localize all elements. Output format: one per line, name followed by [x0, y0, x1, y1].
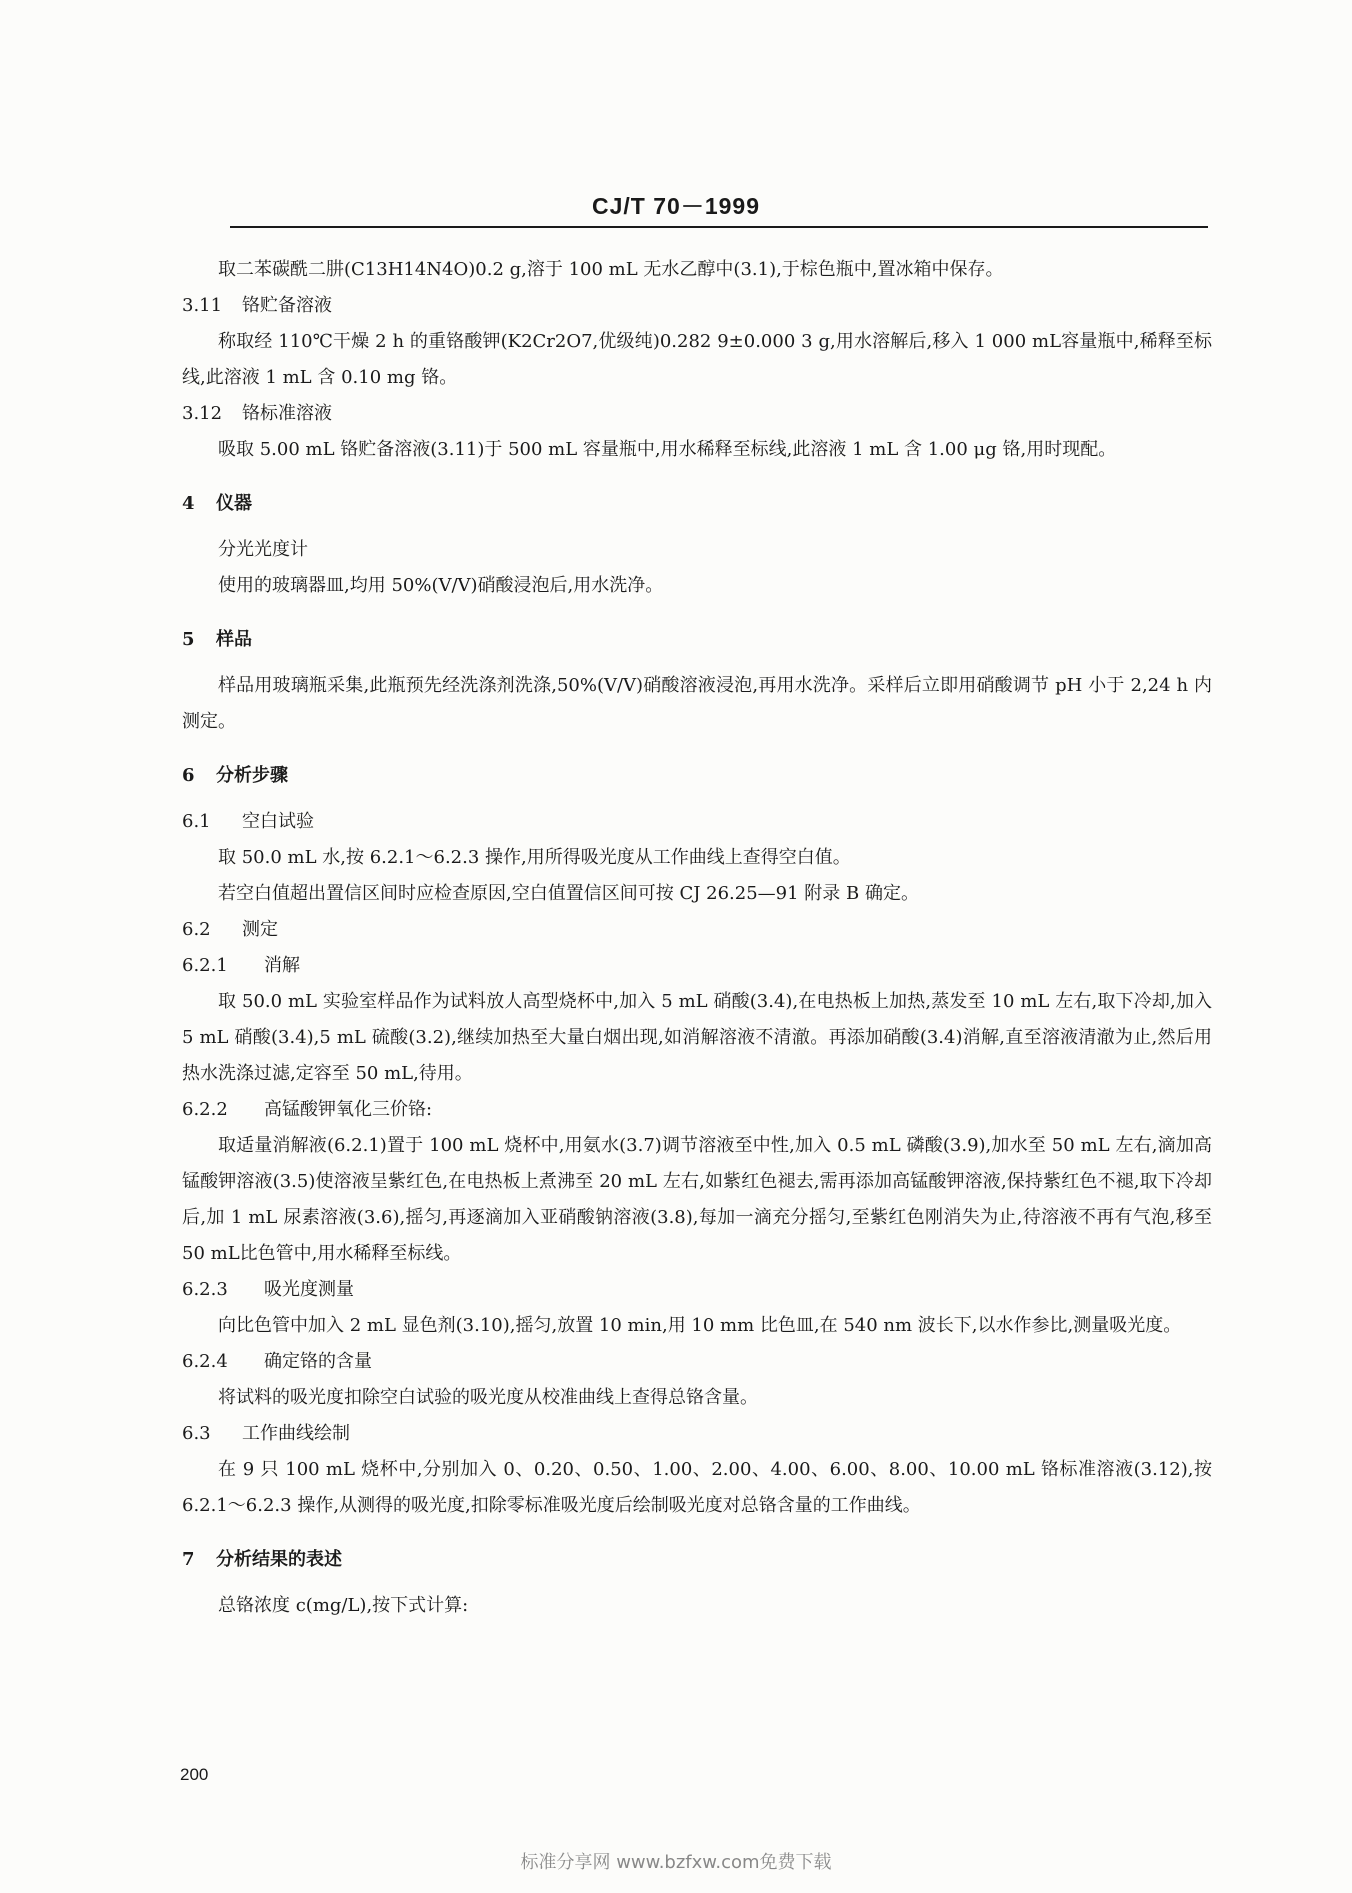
page-number: 200 [180, 1765, 209, 1784]
section-heading-6: 6 分析步骤 [182, 765, 288, 786]
paragraph: 取适量消解液(6.2.1)置于 100 mL 烧杯中,用氨水(3.7)调节溶液至中性,加入 0.5 mL 磷酸(3.9),加水至 50 mL 左右,滴加高锰酸钾溶液(3.5)使溶液呈紫红色,在电热板上煮沸至 20 mL 左右,如紫红色褪去,需再添加高锰酸钾溶液,保持紫红色不褪,取下冷却后,加 1 mL 尿素溶液(3.6),摇匀,再逐滴加入亚硝酸钠溶液(3.8),每加一滴充分摇匀,至紫红色刚消失为止,待溶液不再有气泡,移至 50 mL比色管中,用水稀释至标线。 [182, 1135, 1212, 1264]
section-heading-6-2-2: 6.2.2 高锰酸钾氧化三价铬: [182, 1099, 433, 1120]
section-heading-4: 4 仪器 [182, 493, 252, 514]
section-heading-6-2-1: 6.2.1 消解 [182, 955, 300, 976]
section-heading-7: 7 分析结果的表述 [182, 1549, 342, 1570]
paragraph: 分光光度计 [218, 539, 308, 560]
paragraph: 样品用玻璃瓶采集,此瓶预先经洗涤剂洗涤,50%(V/V)硝酸溶液浸泡,再用水洗净。采样后立即用硝酸调节 pH 小于 2,24 h 内测定。 [182, 675, 1212, 732]
header-rule [230, 226, 1208, 228]
paragraph: 总铬浓度 c(mg/L),按下式计算: [218, 1595, 469, 1616]
paragraph: 取 50.0 mL 实验室样品作为试料放人高型烧杯中,加入 5 mL 硝酸(3.4),在电热板上加热,蒸发至 10 mL 左右,取下冷却,加入 5 mL 硝酸(3.4),5 mL 硫酸(3.2),继续加热至大量白烟出现,如消解溶液不清澈。再添加硝酸(3.4)消解,直至溶液清澈为止,然后用热水洗涤过滤,定容至 50 mL,待用。 [182, 991, 1212, 1084]
paragraph: 取 50.0 mL 水,按 6.2.1～6.2.3 操作,用所得吸光度从工作曲线上查得空白值。 [218, 847, 851, 868]
paragraph: 在 9 只 100 mL 烧杯中,分别加入 0、0.20、0.50、1.00、2.00、4.00、6.00、8.00、10.00 mL 铬标准溶液(3.12),按 6.2.1～6.2.3 操作,从测得的吸光度,扣除零标准吸光度后绘制吸光度对总铬含量的工作曲线。 [182, 1459, 1212, 1516]
standard-number-header: CJ/T 70－1999 [592, 193, 760, 219]
paragraph: 向比色管中加入 2 mL 显色剂(3.10),摇匀,放置 10 min,用 10 mm 比色皿,在 540 nm 波长下,以水作参比,测量吸光度。 [218, 1315, 1182, 1336]
section-heading-6-2-4: 6.2.4 确定铬的含量 [182, 1351, 372, 1372]
paragraph: 若空白值超出置信区间时应检查原因,空白值置信区间可按 CJ 26.25—91 附录 B 确定。 [218, 883, 919, 904]
paragraph: 使用的玻璃器皿,均用 50%(V/V)硝酸浸泡后,用水洗净。 [218, 575, 664, 596]
section-heading-5: 5 样品 [182, 629, 252, 650]
paragraph: 吸取 5.00 mL 铬贮备溶液(3.11)于 500 mL 容量瓶中,用水稀释至标线,此溶液 1 mL 含 1.00 μg 铬,用时现配。 [218, 439, 1117, 460]
section-heading-6-3: 6.3 工作曲线绘制 [182, 1423, 350, 1444]
document-body [182, 252, 1212, 1624]
section-heading-3-12: 3.12 铬标准溶液 [182, 403, 332, 424]
paragraph: 将试料的吸光度扣除空白试验的吸光度从校准曲线上查得总铬含量。 [218, 1387, 758, 1408]
paragraph: 取二苯碳酰二肼(C13H14N4O)0.2 g,溶于 100 mL 无水乙醇中(3.1),于棕色瓶中,置冰箱中保存。 [218, 259, 1004, 280]
section-heading-6-2-3: 6.2.3 吸光度测量 [182, 1279, 354, 1300]
section-heading-3-11: 3.11 铬贮备溶液 [182, 295, 332, 316]
watermark-footer: 标准分享网 www.bzfxw.com免费下载 [520, 1852, 832, 1873]
section-heading-6-1: 6.1 空白试验 [182, 811, 314, 832]
section-heading-6-2: 6.2 测定 [182, 919, 278, 940]
paragraph: 称取经 110℃干燥 2 h 的重铬酸钾(K2Cr2O7,优级纯)0.282 9±0.000 3 g,用水溶解后,移入 1 000 mL容量瓶中,稀释至标线,此溶液 1 mL 含 0.10 mg 铬。 [182, 331, 1212, 388]
